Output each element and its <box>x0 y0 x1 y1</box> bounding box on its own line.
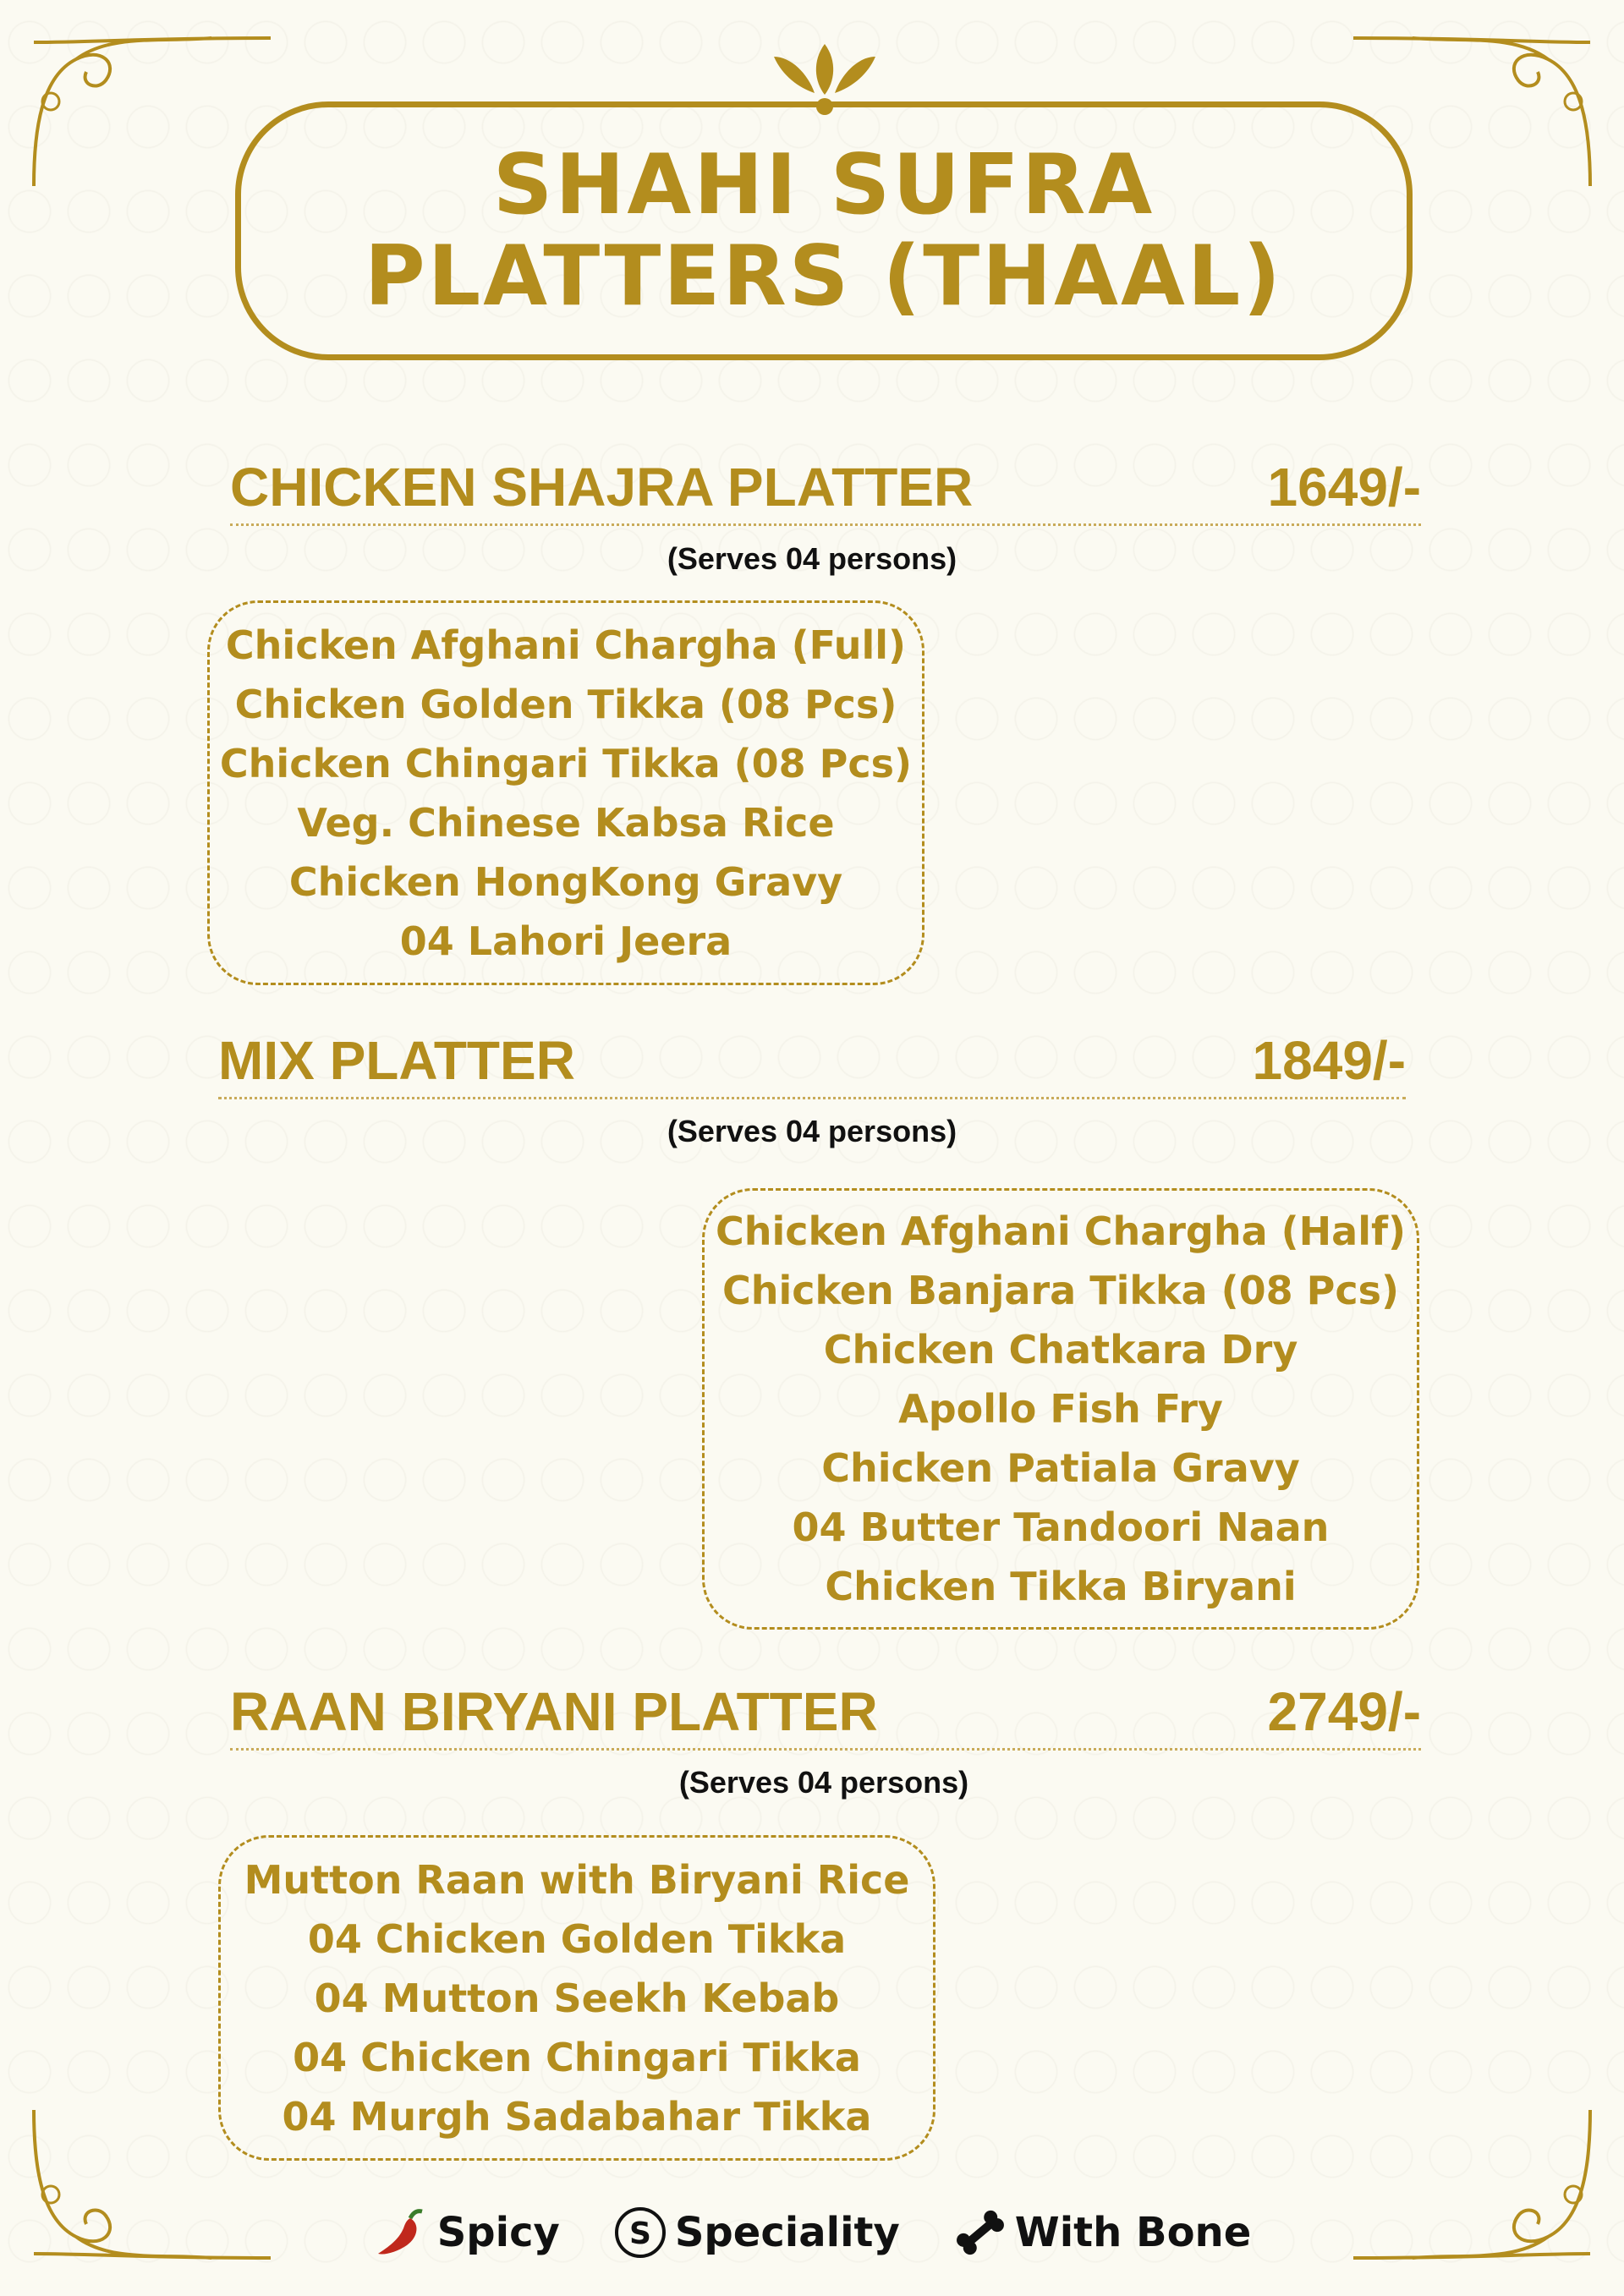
bone-icon <box>951 2203 1010 2262</box>
section-name: CHICKEN SHAJRA PLATTER <box>230 457 974 518</box>
legend-item-spicy <box>373 2203 560 2262</box>
menu-item: Chicken Banjara Tikka (08 Pcs) <box>721 1268 1400 1313</box>
menu-item: Chicken Golden Tikka (08 Pcs) <box>234 681 897 727</box>
menu-item: Chicken Chingari Tikka (08 Pcs) <box>219 740 913 786</box>
menu-item: Apollo Fish Fry <box>898 1386 1223 1432</box>
legend-item-with-bone <box>951 2203 1252 2262</box>
menu-item: Chicken Tikka Biryani <box>825 1564 1297 1609</box>
serves-note: (Serves 04 persons) <box>667 1114 957 1148</box>
menu-item: Chicken HongKong Gravy <box>288 858 843 905</box>
section-price: 2749/- <box>1267 1681 1421 1742</box>
items-box-mix-platter <box>702 1188 1419 1630</box>
menu-item: 04 Mutton Seekh Kebab <box>314 1975 840 2021</box>
items-box-chicken-shajra <box>207 600 924 985</box>
serves-note: (Serves 04 persons) <box>678 1765 969 1800</box>
section-header-raan-biryani <box>230 1664 1421 1751</box>
legend <box>0 2199 1624 2266</box>
menu-item: 04 Chicken Golden Tikka <box>307 1915 847 1962</box>
menu-item: 04 Murgh Sadabahar Tikka <box>282 2093 872 2140</box>
section-price: 1649/- <box>1267 457 1421 518</box>
chili-pepper-icon <box>373 2203 432 2262</box>
menu-item: Chicken Chatkara Dry <box>823 1327 1298 1373</box>
items-box-raan-biryani <box>218 1835 935 2161</box>
menu-item: Veg. Chinese Kabsa Rice <box>297 799 835 846</box>
section-price: 1849/- <box>1252 1030 1406 1091</box>
menu-item: 04 Lahori Jeera <box>399 918 732 964</box>
menu-item: Chicken Patiala Gravy <box>821 1445 1300 1491</box>
section-header-chicken-shajra <box>230 440 1421 526</box>
menu-item: Mutton Raan with Biryani Rice <box>244 1856 910 1903</box>
menu-item: Chicken Afghani Chargha (Half) <box>715 1208 1407 1254</box>
title-line-1: SHAHI SUFRA <box>492 137 1155 233</box>
menu-item: 04 Butter Tandoori Naan <box>792 1504 1330 1550</box>
legend-label: Speciality <box>674 2209 900 2256</box>
legend-label: Spicy <box>436 2209 560 2256</box>
legend-label: With Bone <box>1014 2209 1252 2256</box>
section-name: RAAN BIRYANI PLATTER <box>230 1681 878 1742</box>
title-banner <box>235 101 1413 360</box>
menu-item: Chicken Afghani Chargha (Full) <box>225 622 907 668</box>
title-line-2: PLATTERS (THAAL) <box>364 228 1284 325</box>
menu-item: 04 Chicken Chingari Tikka <box>293 2034 861 2080</box>
speciality-s-icon <box>611 2203 670 2262</box>
svg-text:S: S <box>628 2217 651 2251</box>
serves-note: (Serves 04 persons) <box>667 541 957 576</box>
legend-item-speciality <box>611 2203 900 2262</box>
section-header-mix-platter <box>218 1013 1406 1099</box>
section-name: MIX PLATTER <box>218 1030 575 1091</box>
